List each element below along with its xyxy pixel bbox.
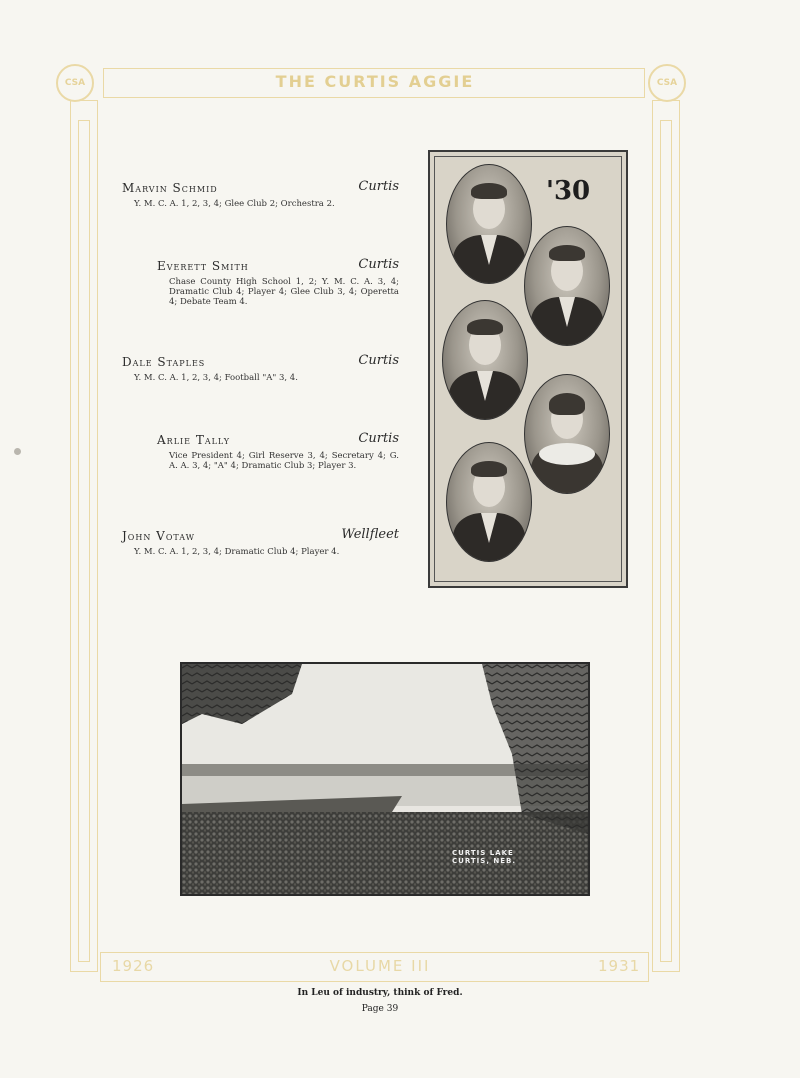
yearbook-title: THE CURTIS AGGIE (275, 72, 475, 91)
student-name: Everett Smith (157, 259, 249, 273)
footer-year-end: 1931 (598, 957, 641, 975)
lake-caption (452, 849, 516, 865)
student-name: Dale Staples (122, 355, 206, 369)
page-motto: In Leu of industry, think of Fred. (297, 988, 463, 998)
student-entry (122, 181, 399, 209)
student-activities: Y. M. C. A. 1, 2, 3, 4; Glee Club 2; Orchestra 2. (134, 199, 335, 209)
seal-text-right: CSA (656, 78, 678, 88)
student-name: John Votaw (122, 529, 195, 543)
page-number: Page 39 (361, 1004, 399, 1014)
seal-text-left: CSA (64, 78, 86, 88)
student-activities: Chase County High School 1, 2; Y. M. C. A. 3, 4; Dramatic Club 4; Player 4; Glee Club 3, 4; Operetta 4; Debate Team 4. (169, 277, 399, 307)
student-town: Curtis (358, 353, 399, 368)
binder-hole (14, 448, 21, 455)
class-portraits-panel (428, 150, 628, 588)
student-entry (157, 259, 399, 307)
student-town: Curtis (358, 431, 399, 446)
portrait-photo (524, 226, 610, 346)
right-frame-inner (660, 120, 672, 962)
portrait-photo (524, 374, 610, 494)
student-name: Arlie Tally (157, 433, 230, 447)
lake-caption-line1: CURTIS LAKE (452, 849, 514, 857)
student-town: Wellfleet (341, 527, 399, 542)
lake-photograph (180, 662, 590, 896)
school-seal-right (648, 64, 686, 102)
student-activities: Y. M. C. A. 1, 2, 3, 4; Football "A" 3, 4. (134, 373, 298, 383)
footer-volume: VOLUME III (329, 957, 431, 975)
school-seal-left (56, 64, 94, 102)
student-activities: Vice President 4; Girl Reserve 3, 4; Secretary 4; G. A. A. 3, 4; "A" 4; Dramatic Club 3; Player 3. (169, 451, 399, 471)
portrait-photo (446, 442, 532, 562)
student-activities: Y. M. C. A. 1, 2, 3, 4; Dramatic Club 4; Player 4. (134, 547, 340, 557)
student-entry (122, 529, 399, 557)
student-town: Curtis (358, 257, 399, 272)
portrait-photo (446, 164, 532, 284)
class-year: '30 (546, 176, 591, 206)
left-frame-inner (78, 120, 90, 962)
student-town: Curtis (358, 179, 399, 194)
lake-caption-line2: CURTIS, NEB. (452, 857, 517, 865)
footer-year-start: 1926 (112, 957, 155, 975)
student-entry (157, 433, 399, 471)
lake-scene (182, 664, 588, 894)
portrait-photo (442, 300, 528, 420)
student-name: Marvin Schmid (122, 181, 218, 195)
student-entry (122, 355, 399, 383)
